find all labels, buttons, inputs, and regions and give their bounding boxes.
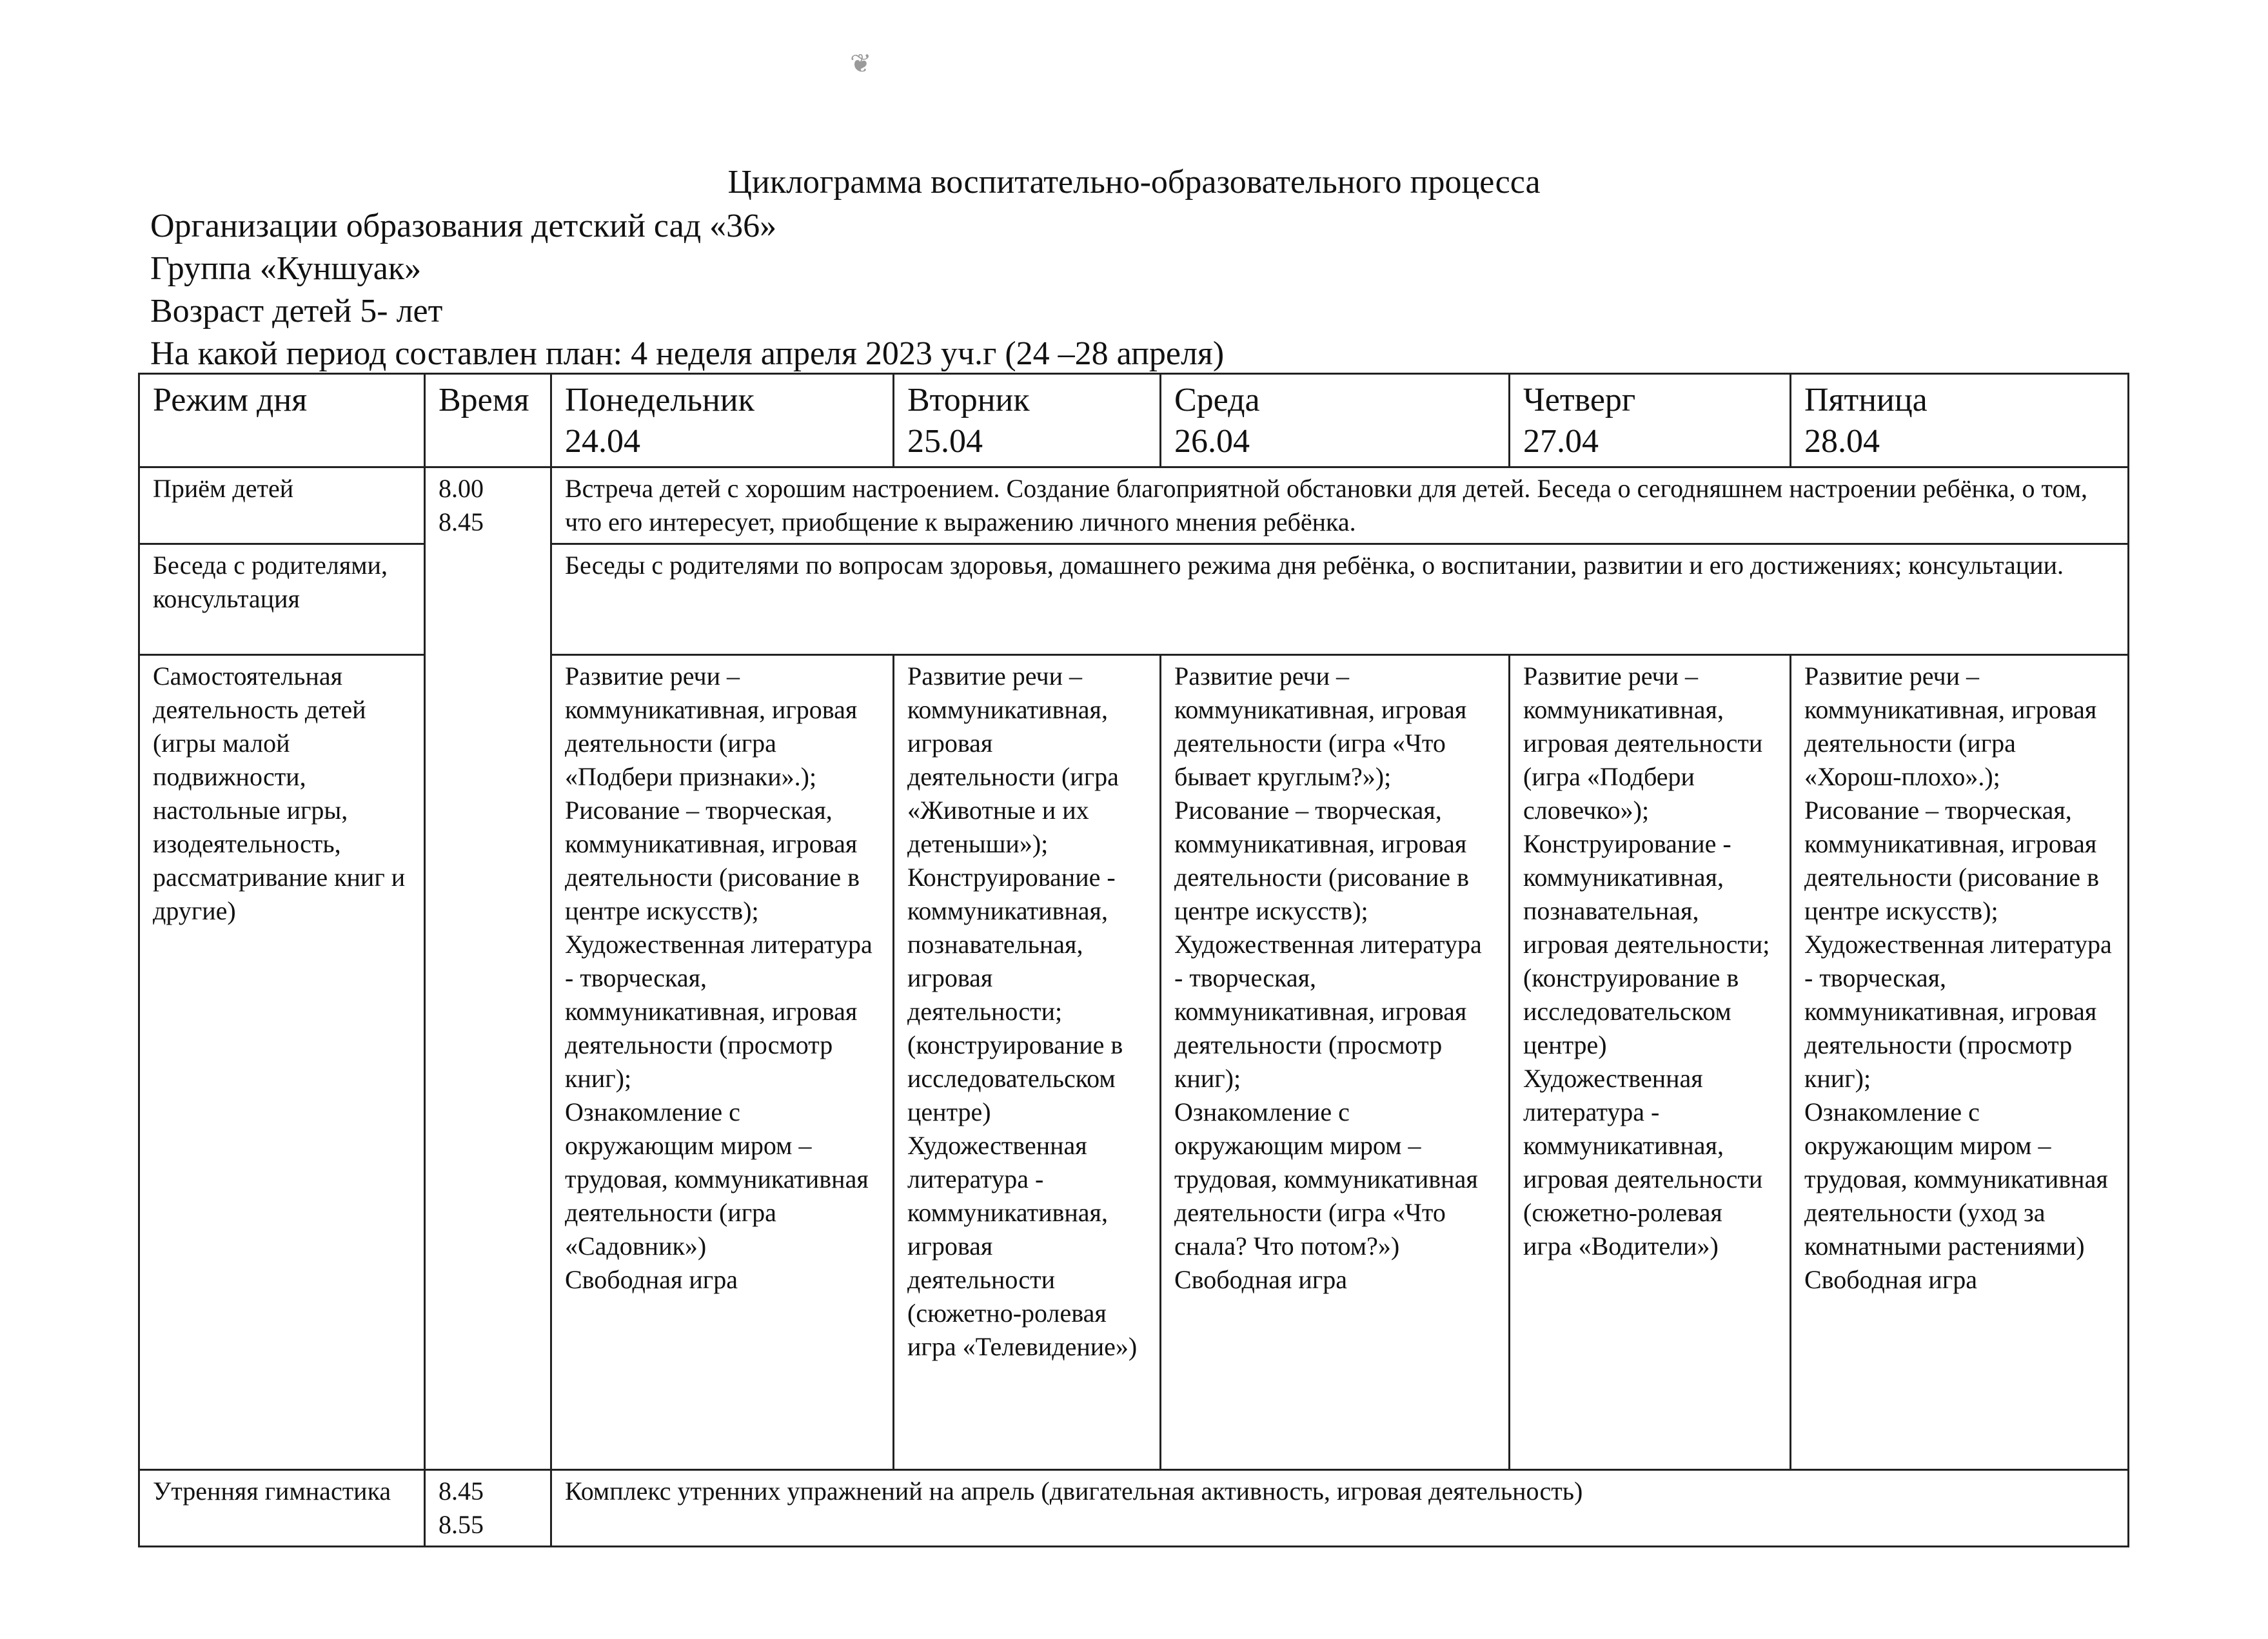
table-row-reception xyxy=(139,467,2129,544)
day-date: 24.04 xyxy=(565,423,640,460)
row-time: 8.00 8.45 xyxy=(425,467,551,1470)
header-day xyxy=(894,374,1161,467)
schedule-table xyxy=(138,373,2129,1547)
day-activity-cell: Развитие речи – коммуникативная, игровая деятельности (игра «Подбери словечко»); Конструирование - коммуникативная, познавательная, игровая деятельности; (конструирование в исследовательском центре) Художественная литература - коммуникативная, игровая деятельности (сюжетно-ролевая игра «Водители») xyxy=(1510,655,1791,1470)
day-activity-cell: Развитие речи – коммуникативная, игровая деятельности (игра «Животные и их детеныши»); Конструирование - коммуникативная, познавательная, игровая деятельности; (конструирование в исследовательском центре) Художественная литература - коммуникативная, игровая деятельности (сюжетно-ролевая игра «Телевидение») xyxy=(894,655,1161,1470)
document-title: Циклограмма воспитательно-образовательного процесса xyxy=(727,164,1541,201)
row-label: Беседа с родителями, консультация xyxy=(139,544,425,655)
period-line: На какой период составлен план: 4 неделя апреля 2023 уч.г (24 –28 апреля) xyxy=(150,335,1225,372)
day-activity-cell: Развитие речи – коммуникативная, игровая деятельности (игра «Что бывает круглым?»); Рисование – творческая, коммуникативная, игровая деятельности (рисование в центре искусств); Художественная литература - творческая, коммуникативная, игровая деятельности (просмотр книг); Ознакомление с окружающим миром – трудовая, коммуникативная деятельности (игра «Что снала? Что потом?») Свободная игра xyxy=(1161,655,1510,1470)
document-header xyxy=(150,205,1224,375)
table-row-gymnastics xyxy=(139,1470,2129,1547)
day-date: 28.04 xyxy=(1804,423,1880,460)
group-line: Группа «Куншуак» xyxy=(150,250,422,287)
header-regime: Режим дня xyxy=(139,374,425,467)
day-activity-cell: Развитие речи – коммуникативная, игровая деятельности (игра «Подбери признаки».); Рисование – творческая, коммуникативная, игровая деятельности (рисование в центре искусств); Художественная литература - творческая, коммуникативная, игровая деятельности (просмотр книг); Ознакомление с окружающим миром – трудовая, коммуникативная деятельности (игра «Садовник») Свободная игра xyxy=(551,655,894,1470)
day-date: 27.04 xyxy=(1523,423,1599,460)
age-line: Возраст детей 5- лет xyxy=(150,293,443,329)
row-time: 8.45 8.55 xyxy=(425,1470,551,1547)
day-date: 25.04 xyxy=(907,423,983,460)
row-text: Беседы с родителями по вопросам здоровья, домашнего режима дня ребёнка, о воспитании, развитии и его достижениях; консультации. xyxy=(551,544,2129,655)
day-name: Понедельник xyxy=(565,382,754,418)
table-header-row xyxy=(139,374,2129,467)
scan-mark: ❦ xyxy=(850,49,872,78)
header-day xyxy=(551,374,894,467)
row-label: Утренняя гимнастика xyxy=(139,1470,425,1547)
header-time: Время xyxy=(425,374,551,467)
header-day xyxy=(1510,374,1791,467)
day-name: Среда xyxy=(1174,382,1260,418)
day-date: 26.04 xyxy=(1174,423,1250,460)
row-label: Приём детей xyxy=(139,467,425,544)
organization-line: Организации образования детский сад «36» xyxy=(150,208,777,244)
row-text: Встреча детей с хорошим настроением. Создание благоприятной обстановки для детей. Беседа о сегодняшнем настроении ребёнка, о том, что его интересует, приобщение к выражению личного мнения ребёнка. xyxy=(551,467,2129,544)
day-activity-cell: Развитие речи – коммуникативная, игровая деятельности (игра «Хорош-плохо».); Рисование – творческая, коммуникативная, игровая деятельности (рисование в центре искусств); Художественная литература - творческая, коммуникативная, игровая деятельности (просмотр книг); Ознакомление с окружающим миром – трудовая, коммуникативная деятельности (уход за комнатными растениями) Свободная игра xyxy=(1791,655,2129,1470)
row-label: Самостоятельная деятельность детей (игры малой подвижности, настольные игры, изодеятельность, рассматривание книг и другие) xyxy=(139,655,425,1470)
day-name: Вторник xyxy=(907,382,1030,418)
header-day xyxy=(1161,374,1510,467)
day-name: Пятница xyxy=(1804,382,1928,418)
header-day xyxy=(1791,374,2129,467)
row-text: Комплекс утренних упражнений на апрель (двигательная активность, игровая деятельность) xyxy=(551,1470,2129,1547)
day-name: Четверг xyxy=(1523,382,1636,418)
